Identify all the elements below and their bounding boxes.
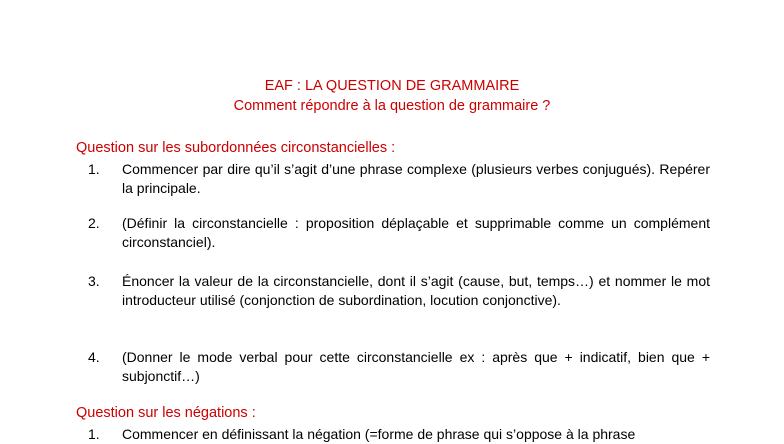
section-heading-negations: Question sur les négations : [76,405,256,421]
list-item-number: 2. [88,215,100,231]
section-heading-subordonnees: Question sur les subordonnées circonstancielles : [76,140,396,156]
list-item-number: 1. [88,426,100,442]
document-subtitle: Comment répondre à la question de grammaire ? [233,98,551,114]
list-item-text: Commencer par dire qu’il s’agit d’une phrase complexe (plusieurs verbes conjugués). Repérer la principale. [122,161,710,196]
document-title: EAF : LA QUESTION DE GRAMMAIRE [264,78,520,94]
list-item-text: Énoncer la valeur de la circonstancielle, dont il s’agit (cause, but, temps…) et nommer le mot introducteur utilisé (conjonction de subordination, locution conjonctive). [122,273,710,308]
list-item-text: Commencer en définissant la négation (=forme de phrase qui s’oppose à la phrase [122,426,636,442]
list-item-number: 4. [88,349,100,365]
list-item-text: (Définir la circonstancielle : proposition déplaçable et supprimable comme un complément circonstanciel). [122,215,710,250]
list-item-text: (Donner le mode verbal pour cette circonstancielle ex : après que + indicatif, bien que + subjonctif…) [122,349,710,384]
list-item-number: 3. [88,273,100,289]
list-item-number: 1. [88,161,100,177]
